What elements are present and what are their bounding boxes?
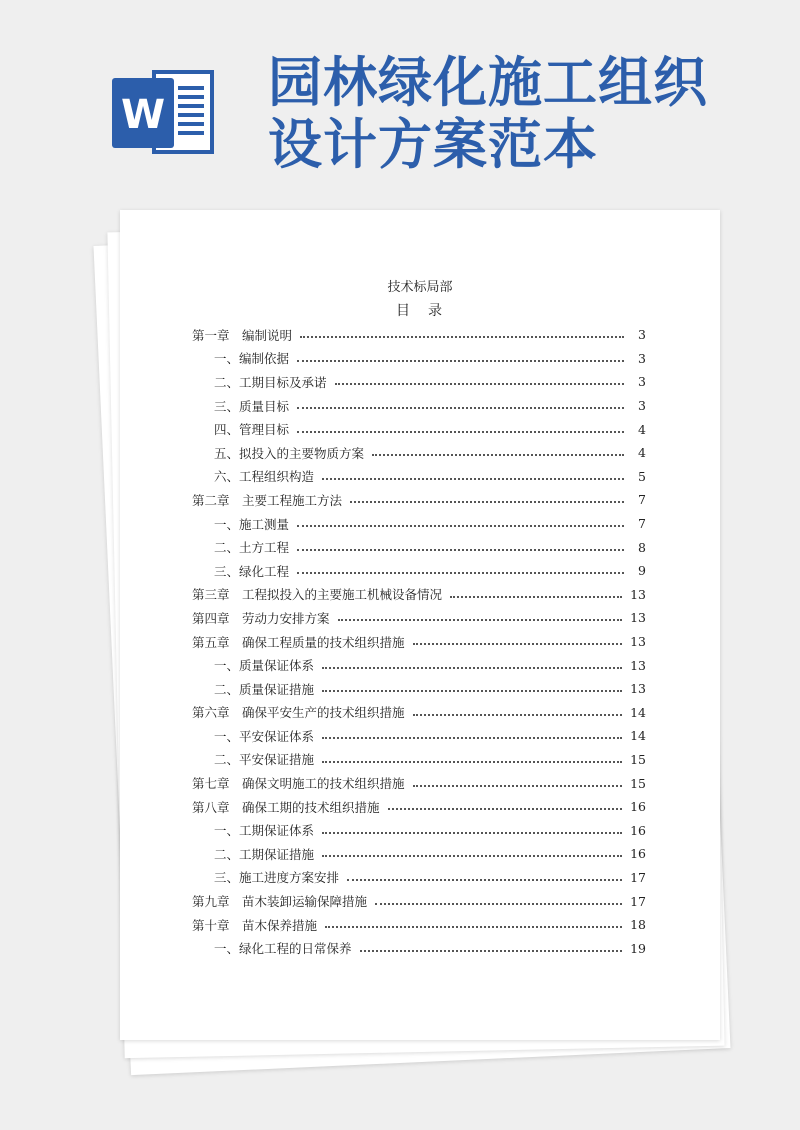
toc-entry: [192, 488, 646, 512]
toc-entry: [192, 795, 646, 819]
word-document-icon: [108, 62, 220, 162]
toc-entry-page: 14: [630, 728, 646, 744]
toc-entry-page: 13: [630, 586, 646, 602]
toc-entry-label: 五、拟投入的主要物质方案: [214, 445, 365, 461]
toc-entry: [192, 771, 646, 795]
toc-entry-label: 第五章 确保工程质量的技术组织措施: [192, 634, 405, 650]
toc-entry-page: 13: [630, 634, 646, 650]
toc-entry-label: 二、质量保证措施: [214, 681, 315, 697]
toc-entry: [192, 323, 646, 347]
toc-entry: [192, 724, 646, 748]
toc-entry-label: 二、平安保证措施: [214, 752, 315, 768]
toc-entry-label: 一、工期保证体系: [214, 823, 315, 839]
header: [0, 0, 800, 200]
toc-entry: [192, 394, 646, 418]
title-line-2: 设计方案范本: [268, 113, 598, 176]
toc-leader-dots: [335, 382, 624, 385]
toc-entry-page: 17: [630, 893, 646, 909]
toc-entry-label: 第九章 苗木装卸运输保障措施: [192, 894, 368, 910]
toc-entry: [192, 653, 646, 677]
toc-entry-label: 第三章 工程拟投入的主要施工机械设备情况: [192, 587, 443, 603]
toc-entry-page: 17: [630, 869, 646, 885]
toc-entry-label: 第六章 确保平安生产的技术组织措施: [192, 705, 405, 721]
toc-leader-dots: [388, 807, 623, 810]
toc-entry: [192, 370, 646, 394]
table-of-contents: [192, 323, 646, 960]
toc-entry: [192, 583, 646, 607]
toc-entry-label: 第十章 苗木保养措施: [192, 917, 318, 933]
toc-leader-dots: [297, 548, 624, 551]
toc-leader-dots: [297, 430, 624, 433]
toc-entry: [192, 512, 646, 536]
toc-leader-dots: [322, 736, 622, 739]
page-title: [268, 52, 708, 176]
toc-leader-dots: [322, 831, 622, 834]
toc-entry-page: 4: [638, 421, 646, 437]
toc-entry-page: 5: [638, 468, 646, 484]
toc-leader-dots: [347, 878, 622, 881]
toc-entry: [192, 606, 646, 630]
toc-entry: [192, 701, 646, 725]
toc-entry-page: 7: [638, 492, 646, 508]
toc-entry-page: 3: [638, 374, 646, 390]
toc-entry-page: 19: [630, 940, 646, 956]
toc-entry: [192, 347, 646, 371]
toc-entry-label: 第二章 主要工程施工方法: [192, 492, 343, 508]
toc-leader-dots: [297, 524, 624, 527]
toc-entry-page: 16: [630, 846, 646, 862]
toc-entry: [192, 866, 646, 890]
toc-entry-page: 8: [638, 539, 646, 555]
toc-entry: [192, 842, 646, 866]
toc-entry-page: 13: [630, 681, 646, 697]
toc-entry: [192, 936, 646, 960]
logo-letter: W: [120, 92, 166, 138]
toc-entry-label: 二、工期目标及承诺: [214, 374, 327, 390]
toc-entry-label: 四、管理目标: [214, 422, 290, 438]
document-page: [120, 210, 720, 1040]
toc-entry-label: 一、质量保证体系: [214, 658, 315, 674]
toc-entry: [192, 889, 646, 913]
toc-entry-label: 三、施工进度方案安排: [214, 870, 340, 886]
toc-leader-dots: [413, 642, 623, 645]
toc-entry: [192, 630, 646, 654]
toc-entry-page: 3: [638, 327, 646, 343]
toc-leader-dots: [350, 500, 624, 503]
toc-entry-label: 第七章 确保文明施工的技术组织措施: [192, 776, 405, 792]
toc-entry: [192, 677, 646, 701]
toc-leader-dots: [297, 359, 624, 362]
toc-leader-dots: [322, 689, 622, 692]
toc-leader-dots: [300, 335, 624, 338]
toc-entry-label: 第一章 编制说明: [192, 327, 293, 343]
toc-leader-dots: [375, 902, 622, 905]
toc-leader-dots: [322, 666, 622, 669]
toc-leader-dots: [322, 760, 622, 763]
toc-entry-page: 13: [630, 657, 646, 673]
toc-entry: [192, 417, 646, 441]
toc-entry-page: 16: [630, 822, 646, 838]
toc-entry: [192, 535, 646, 559]
toc-entry-page: 15: [630, 751, 646, 767]
toc-entry: [192, 748, 646, 772]
toc-entry-label: 三、质量目标: [214, 398, 290, 414]
toc-entry: [192, 465, 646, 489]
toc-leader-dots: [297, 571, 624, 574]
toc-entry-page: 14: [630, 704, 646, 720]
toc-leader-dots: [322, 854, 622, 857]
toc-title: 目 录: [396, 303, 444, 319]
toc-entry: [192, 441, 646, 465]
toc-entry-label: 一、编制依据: [214, 351, 290, 367]
toc-leader-dots: [413, 784, 623, 787]
toc-entry-label: 第八章 确保工期的技术组织措施: [192, 799, 380, 815]
title-line-1: 园林绿化施工组织: [268, 51, 708, 114]
toc-entry-page: 13: [630, 610, 646, 626]
toc-entry: [192, 818, 646, 842]
toc-leader-dots: [360, 949, 623, 952]
toc-entry-label: 六、工程组织构造: [214, 469, 315, 485]
toc-entry: [192, 559, 646, 583]
toc-leader-dots: [450, 595, 622, 598]
toc-entry-label: 第四章 劳动力安排方案: [192, 610, 330, 626]
document-heading: 技术标局部: [387, 280, 453, 295]
toc-entry-label: 一、施工测量: [214, 516, 290, 532]
toc-entry: [192, 913, 646, 937]
toc-entry-page: 3: [638, 350, 646, 366]
toc-entry-page: 7: [638, 516, 646, 532]
toc-leader-dots: [325, 925, 622, 928]
toc-leader-dots: [322, 477, 624, 480]
toc-entry-page: 9: [638, 563, 646, 579]
toc-entry-label: 二、工期保证措施: [214, 846, 315, 862]
toc-leader-dots: [413, 713, 623, 716]
toc-entry-page: 15: [630, 775, 646, 791]
toc-entry-label: 一、绿化工程的日常保养: [214, 941, 352, 957]
toc-entry-page: 18: [630, 917, 646, 933]
toc-leader-dots: [338, 618, 623, 621]
toc-entry-label: 三、绿化工程: [214, 563, 290, 579]
toc-leader-dots: [297, 406, 624, 409]
toc-entry-label: 二、土方工程: [214, 540, 290, 556]
toc-entry-page: 3: [638, 398, 646, 414]
toc-leader-dots: [372, 453, 624, 456]
toc-entry-page: 16: [630, 799, 646, 815]
toc-entry-label: 一、平安保证体系: [214, 728, 315, 744]
toc-entry-page: 4: [638, 445, 646, 461]
